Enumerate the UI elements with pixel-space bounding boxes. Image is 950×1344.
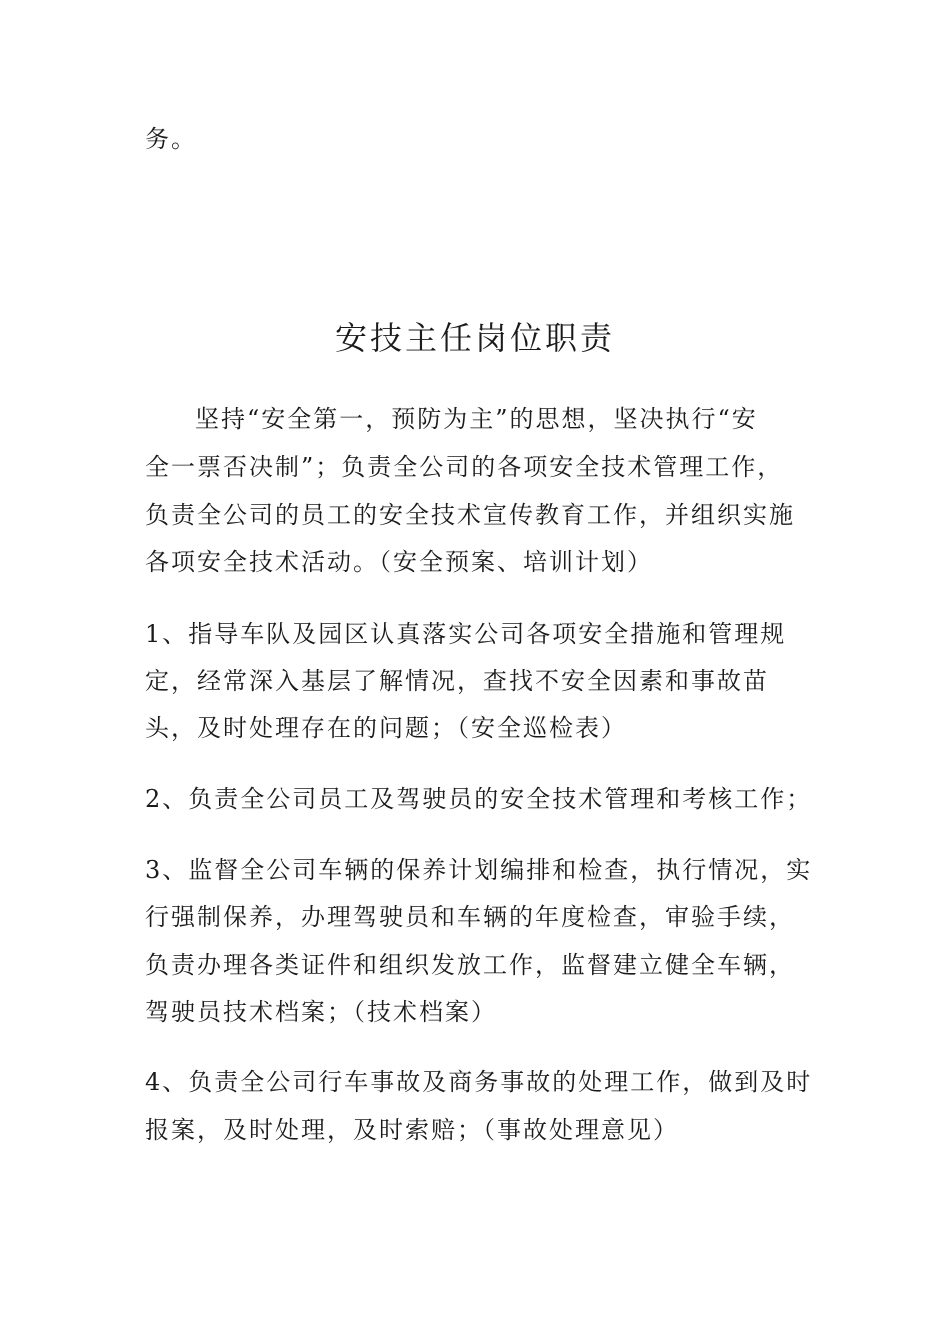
duty-line: 1、指导车队及园区认真落实公司各项安全措施和管理规 <box>145 620 787 648</box>
duty-line: 驾驶员技术档案；（技术档案） <box>145 998 497 1026</box>
previous-page-fragment: 务。 <box>145 125 197 153</box>
duty-line: 定，经常深入基层了解情况，查找不安全因素和事故苗 <box>145 667 769 695</box>
intro-line: 全一票否决制”；负责全公司的各项安全技术管理工作， <box>145 453 784 481</box>
duty-line: 行强制保养，办理驾驶员和车辆的年度检查，审验手续， <box>145 903 795 931</box>
duty-line: 2、负责全公司员工及驾驶员的安全技术管理和考核工作； <box>145 785 813 813</box>
page-title: 安技主任岗位职责 <box>334 319 615 357</box>
duty-line: 负责办理各类证件和组织发放工作，监督建立健全车辆， <box>145 951 795 979</box>
intro-line: 各项安全技术活动。（安全预案、培训计划） <box>145 548 653 576</box>
duty-line: 头，及时处理存在的问题；（安全巡检表） <box>145 714 627 742</box>
duty-line: 3、监督全公司车辆的保养计划编排和检查，执行情况，实 <box>145 856 813 884</box>
duty-line: 报案，及时处理，及时索赔；（事故处理意见） <box>145 1116 679 1144</box>
intro-line: 坚持“安全第一，预防为主”的思想，坚决执行“安 <box>195 405 758 433</box>
duty-line: 4、负责全公司行车事故及商务事故的处理工作，做到及时 <box>145 1068 813 1096</box>
intro-line: 负责全公司的员工的安全技术宣传教育工作，并组织实施 <box>145 501 795 529</box>
